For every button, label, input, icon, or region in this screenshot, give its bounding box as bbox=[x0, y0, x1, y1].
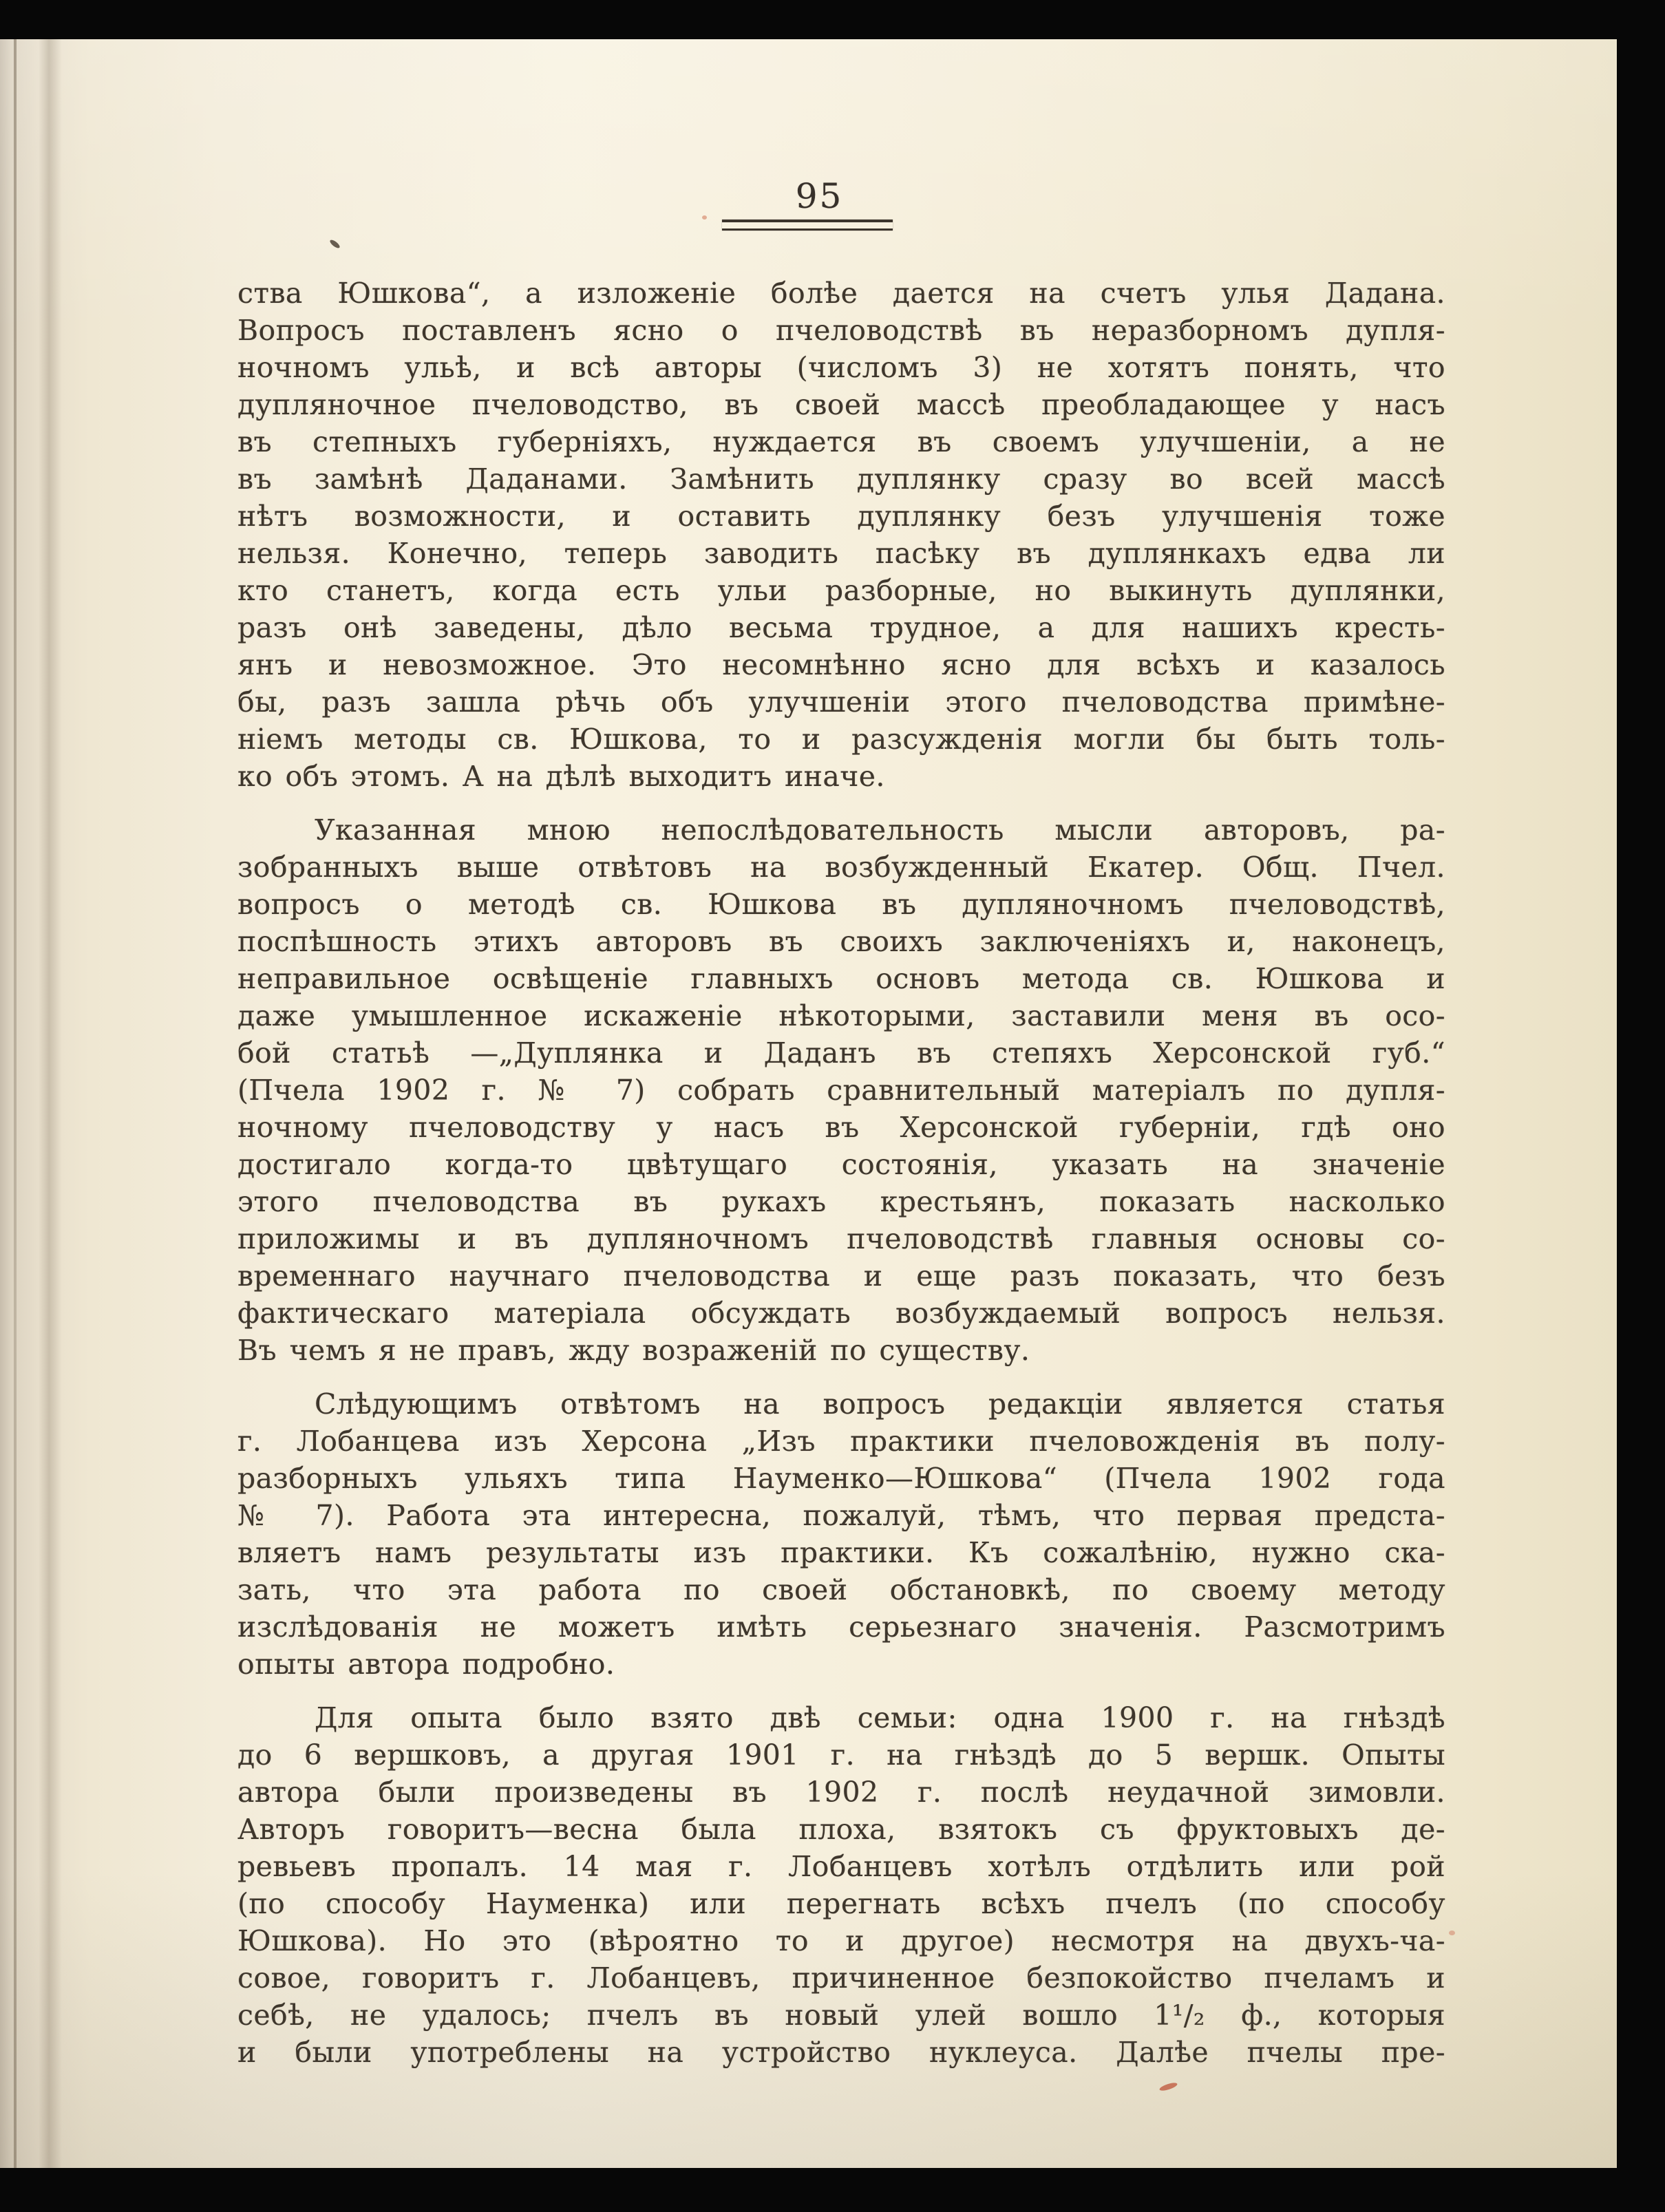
text-line: себѣ, не удалось; пчелъ въ новый улей вошло 1¹/₂ ф., которыя bbox=[237, 1999, 1445, 2032]
text-line: поспѣшность этихъ авторовъ въ своихъ заключеніяхъ и, наконецъ, bbox=[237, 925, 1445, 958]
text-line: фактическаго матеріала обсуждать возбуждаемый вопросъ нельзя. bbox=[237, 1297, 1445, 1330]
text-line: и были употреблены на устройство нуклеуса. Далѣе пчелы пре- bbox=[237, 2036, 1445, 2069]
text-line: изслѣдованія не можетъ имѣть серьезнаго значенія. Разсмотримъ bbox=[237, 1610, 1445, 1644]
paragraph bbox=[237, 1385, 1445, 1683]
text-line: достигало когда-то цвѣтущаго состоянія, указать на значеніе bbox=[237, 1148, 1445, 1181]
text-line: до 6 вершковъ, а другая 1901 г. на гнѣздѣ до 5 вершк. Опыты bbox=[237, 1738, 1445, 1772]
book-page bbox=[0, 39, 1617, 2168]
text-line: ночному пчеловодству у насъ въ Херсонской губерніи, гдѣ оно bbox=[237, 1111, 1445, 1144]
page-body bbox=[237, 275, 1445, 2071]
page-content bbox=[0, 39, 1617, 2168]
page-header bbox=[215, 176, 1423, 231]
text-line: ніемъ методы св. Юшкова, то и разсужденія могли бы быть толь- bbox=[237, 723, 1445, 756]
text-line: приложимы и въ дупляночномъ пчеловодствѣ главныя основы со- bbox=[237, 1222, 1445, 1255]
text-line: Авторъ говоритъ—весна была плоха, взятокъ съ фруктовыхъ де- bbox=[237, 1813, 1445, 1846]
text-line: кто станетъ, когда есть ульи разборные, но выкинуть дуплянки, bbox=[237, 574, 1445, 607]
text-line: опыты автора подробно. bbox=[237, 1648, 615, 1681]
text-line: бой статьѣ —„Дуплянка и Даданъ въ степяхъ Херсонской губ.“ bbox=[237, 1036, 1445, 1070]
text-line: ства Юшкова“, а изложеніе болѣе дается на счетъ улья Дадана. bbox=[237, 277, 1445, 310]
text-line: совое, говоритъ г. Лобанцевъ, причиненное безпокойство пчеламъ и bbox=[237, 1961, 1445, 1995]
text-line: нельзя. Конечно, теперь заводить пасѣку въ дуплянкахъ едва ли bbox=[237, 537, 1445, 570]
text-line: въ степныхъ губерніяхъ, нуждается въ своемъ улучшеніи, а не bbox=[237, 425, 1445, 458]
text-line: ревьевъ пропалъ. 14 мая г. Лобанцевъ хотѣлъ отдѣлить или рой bbox=[237, 1850, 1445, 1883]
text-line: дупляночное пчеловодство, въ своей массѣ преобладающее у насъ bbox=[237, 388, 1445, 421]
text-line: ночномъ ульѣ, и всѣ авторы (числомъ 3) не хотятъ понять, что bbox=[237, 351, 1445, 384]
page-number: 95 bbox=[795, 176, 844, 216]
text-line: вляетъ намъ результаты изъ практики. Къ сожалѣнію, нужно ска- bbox=[237, 1536, 1445, 1569]
paragraph bbox=[237, 275, 1445, 795]
text-line: Въ чемъ я не правъ, жду возраженій по существу. bbox=[237, 1334, 1030, 1367]
text-line: разборныхъ ульяхъ типа Науменко—Юшкова“ (Пчела 1902 года bbox=[237, 1462, 1445, 1495]
text-line: нѣтъ возможности, и оставить дуплянку безъ улучшенія тоже bbox=[237, 500, 1445, 533]
text-line: (по способу Науменка) или перегнать всѣхъ пчелъ (по способу bbox=[237, 1887, 1445, 1920]
text-line: ко объ этомъ. А на дѣлѣ выходитъ иначе. bbox=[237, 760, 885, 793]
paragraph bbox=[237, 811, 1445, 1369]
text-line: вопросъ о методѣ св. Юшкова въ дупляночномъ пчеловодствѣ, bbox=[237, 888, 1445, 921]
text-line: разъ онѣ заведены, дѣло весьма трудное, а для нашихъ кресть- bbox=[237, 611, 1445, 644]
text-line: (Пчела 1902 г. № 7) собрать сравнительный матеріалъ по дупля- bbox=[237, 1074, 1445, 1107]
text-line: неправильное освѣщеніе главныхъ основъ метода св. Юшкова и bbox=[237, 962, 1445, 995]
text-line: янъ и невозможное. Это несомнѣнно ясно для всѣхъ и казалось bbox=[237, 648, 1445, 681]
header-double-rule bbox=[722, 220, 893, 231]
text-line: временнаго научнаго пчеловодства и еще разъ показать, что безъ bbox=[237, 1259, 1445, 1293]
text-line: г. Лобанцева изъ Херсона „Изъ практики пчеловожденія въ полу- bbox=[237, 1425, 1445, 1458]
text-line: № 7). Работа эта интересна, пожалуй, тѣмъ, что первая предста- bbox=[237, 1499, 1445, 1532]
paper-blemish bbox=[702, 215, 707, 220]
text-line: въ замѣнѣ Даданами. Замѣнить дуплянку сразу во всей массѣ bbox=[237, 462, 1445, 496]
text-line: Слѣдующимъ отвѣтомъ на вопросъ редакціи является статья bbox=[315, 1387, 1445, 1421]
text-line: автора были произведены въ 1902 г. послѣ неудачной зимовли. bbox=[237, 1776, 1445, 1809]
paper-blemish bbox=[1449, 1931, 1455, 1935]
paragraph bbox=[237, 1699, 1445, 2071]
text-line: бы, разъ зашла рѣчь объ улучшеніи этого пчеловодства примѣне- bbox=[237, 685, 1445, 719]
text-line: Для опыта было взято двѣ семьи: одна 1900 г. на гнѣздѣ bbox=[315, 1701, 1445, 1734]
text-line: Вопросъ поставленъ ясно о пчеловодствѣ въ неразборномъ дупля- bbox=[237, 314, 1445, 347]
text-line: Указанная мною непослѣдовательность мысли авторовъ, ра- bbox=[315, 813, 1445, 847]
text-line: этого пчеловодства въ рукахъ крестьянъ, показать насколько bbox=[237, 1185, 1445, 1218]
text-line: Юшкова). Но это (вѣроятно то и другое) несмотря на двухъ-ча- bbox=[237, 1924, 1445, 1957]
text-line: даже умышленное искаженіе нѣкоторыми, заставили меня въ осо- bbox=[237, 999, 1445, 1032]
text-line: зобранныхъ выше отвѣтовъ на возбужденный Екатер. Общ. Пчел. bbox=[237, 851, 1445, 884]
text-line: зать, что эта работа по своей обстановкѣ, по своему методу bbox=[237, 1573, 1445, 1606]
